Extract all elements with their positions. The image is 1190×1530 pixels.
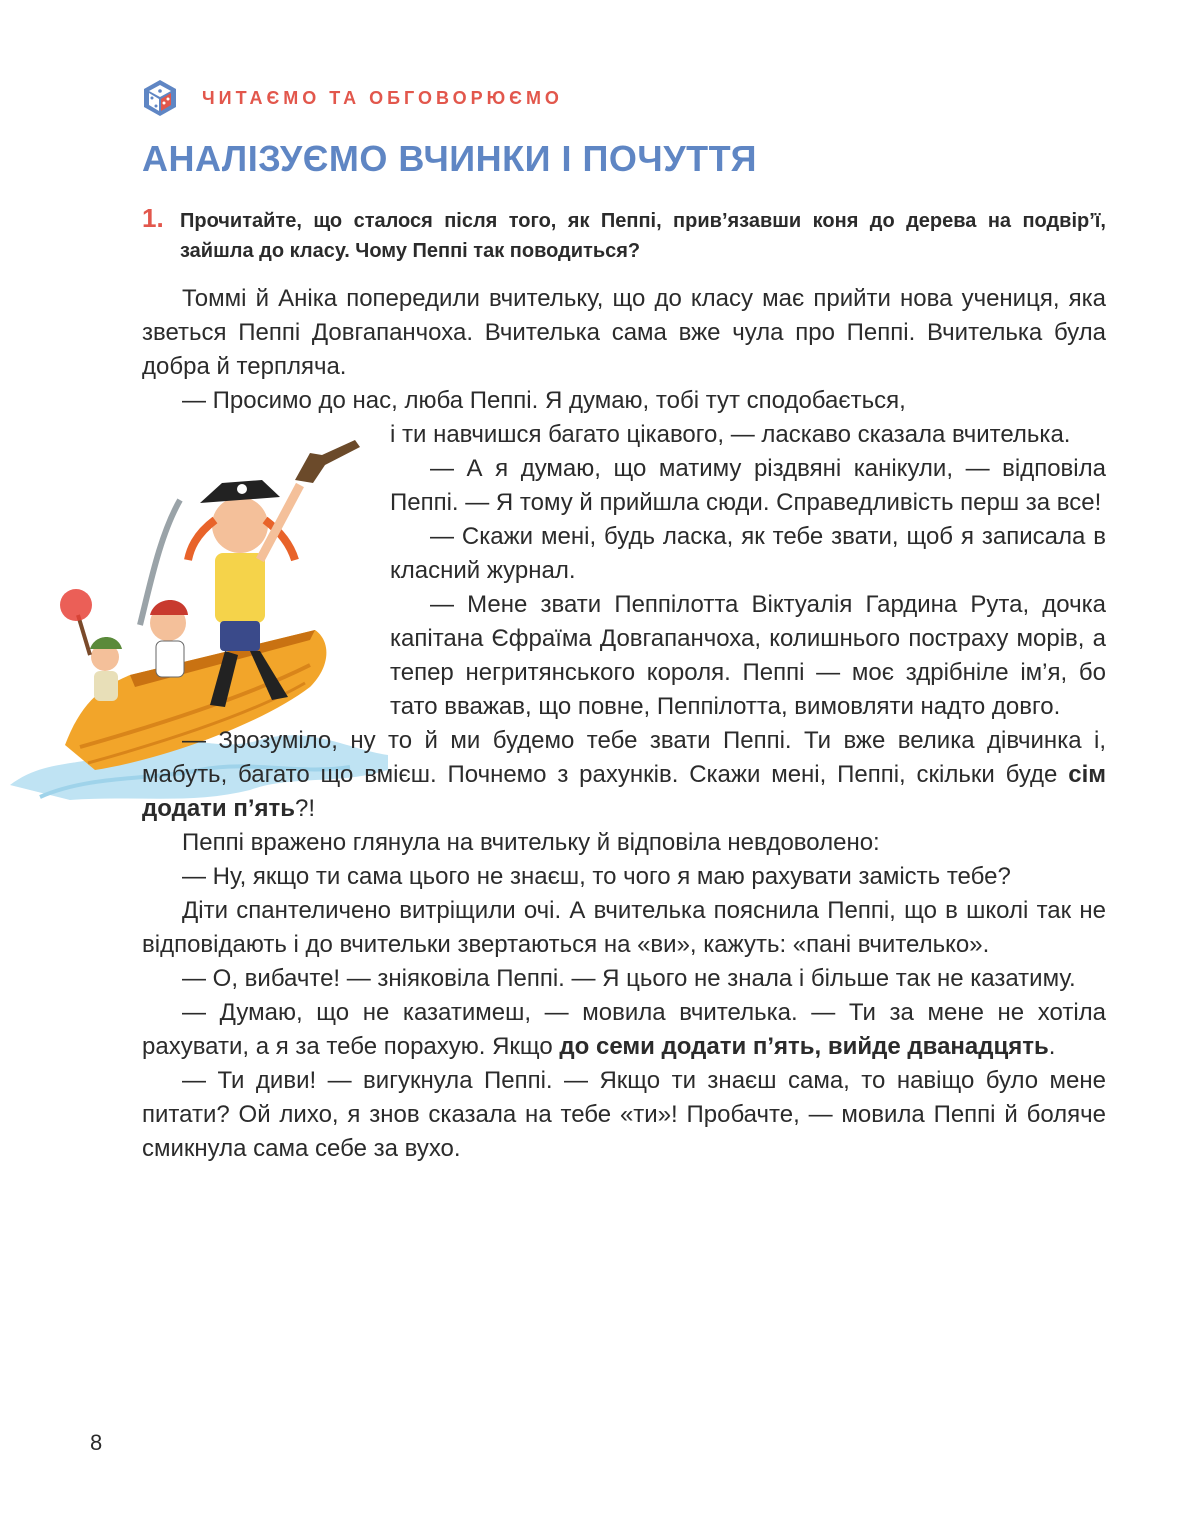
story-paragraph: Пеппі вражено глянула на вчительку й відповіла невдоволено: bbox=[182, 829, 880, 856]
task bbox=[142, 203, 1106, 266]
dice-cube-icon bbox=[142, 78, 178, 118]
story-text bbox=[142, 282, 1106, 1166]
story-paragraph: — Ти диви! — вигукнула Пеппі. — Якщо ти знаєш сама, то навіщо було мене питати? Ой лихо, я знов сказала на тебе «ти»! Пробачте, — мовила Пеппі й боляче смикнула сама себе за вухо. bbox=[142, 1067, 1106, 1162]
section-header bbox=[142, 78, 563, 118]
page-title: АНАЛІЗУЄМО ВЧИНКИ І ПОЧУТТЯ bbox=[142, 138, 757, 179]
story-paragraph: Томмі й Аніка попередили вчительку, що до класу має прийти нова учениця, яка зветься Пеппі Довгапанчоха. Вчителька сама вже чула про Пеппі. Вчителька була добра й терпляча. bbox=[142, 285, 1106, 380]
task-number: 1. bbox=[142, 203, 164, 233]
story-paragraph-wrapped: — Мене звати Пеппілотта Віктуалія Гардина Рута, дочка капітана Єфраїма Довгапанчоха, колишнього постраху морів, а тепер негритянського короля. Пеппі — моє здрібніле ім’я, бо тато вважав, що повне, Пеппілотта, вимовляти надто довго. bbox=[390, 591, 1106, 720]
story-paragraph: — Просимо до нас, люба Пеппі. Я думаю, тобі тут сподобається, bbox=[182, 387, 906, 414]
emphasis: сім додати п’ять bbox=[142, 761, 1106, 822]
story-paragraph-wrapped: — Скажи мені, будь ласка, як тебе звати, щоб я записала в класний журнал. bbox=[390, 523, 1106, 584]
story-paragraph-wrapped: і ти навчишся багато цікавого, — ласкаво сказала вчителька. bbox=[390, 421, 1071, 448]
story-paragraph: — Думаю, що не казатимеш, — мовила вчителька. — Ти за мене не хотіла рахувати, а я за тебе порахую. Якщо до семи додати п’ять, вийде дванадцять. bbox=[142, 999, 1106, 1060]
page-number: 8 bbox=[90, 1430, 103, 1455]
story-paragraph: — О, вибачте! — зніяковіла Пеппі. — Я цього не знала і більше так не казатиму. bbox=[182, 965, 1076, 992]
task-text: Прочитайте, що сталося після того, як Пеппі, прив’язавши коня до дерева на подвір’ї, зайшла до класу. Чому Пеппі так поводиться? bbox=[180, 210, 1106, 262]
section-label: ЧИТАЄМО ТА ОБГОВОРЮЄМО bbox=[202, 87, 563, 108]
story-paragraph: — Ну, якщо ти сама цього не знаєш, то чого я маю рахувати замість тебе? bbox=[182, 863, 1011, 890]
story-paragraph-wrapped: — А я думаю, що матиму різдвяні канікули, — відповіла Пеппі. — Я тому й прийшла сюди. Справедливість перш за все! bbox=[390, 455, 1106, 516]
story-paragraph: Діти спантеличено витріщили очі. А вчителька пояснила Пеппі, що в школі так не відповідають і до вчительки звертаються на «ви», кажуть: «пані вчителько». bbox=[142, 897, 1106, 958]
story-paragraph: — Зрозуміло, ну то й ми будемо тебе звати Пеппі. Ти вже велика дівчинка і, мабуть, багато що вмієш. Почнемо з рахунків. Скажи мені, Пеппі, скільки буде сім додати п’ять?! bbox=[142, 727, 1106, 822]
emphasis: до семи додати п’ять, вийде дванадцять bbox=[559, 1033, 1049, 1060]
